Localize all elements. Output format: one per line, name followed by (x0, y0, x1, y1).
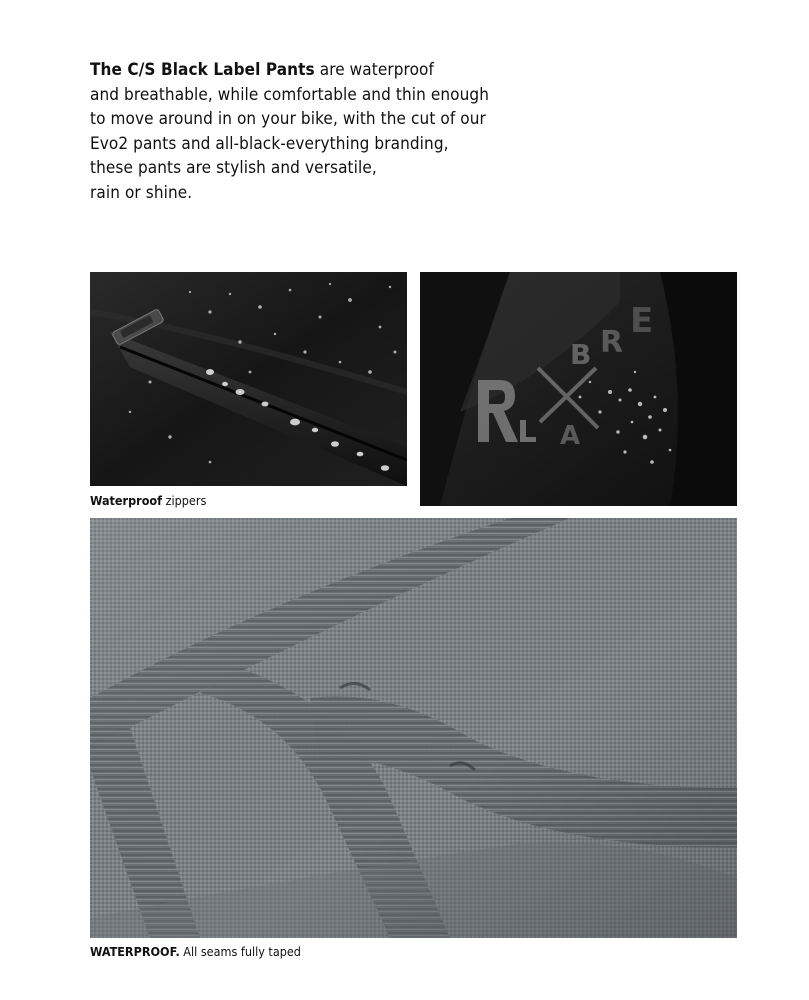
zipper-caption-bold: Waterproof (90, 493, 163, 508)
intro-paragraph (90, 58, 550, 205)
seams-caption (90, 944, 301, 959)
intro-line-3: to move around in on your bike, with the cut of our (90, 109, 486, 129)
product-name: The C/S Black Label Pants (90, 60, 315, 80)
intro-line-6: rain or shine. (90, 182, 193, 203)
zipper-caption-rest: zippers (162, 493, 207, 508)
svg-text:E: E (630, 301, 654, 341)
intro-line-2: and breathable, while comfortable and thin enough (90, 84, 490, 105)
intro-line-1 (90, 58, 550, 83)
seams-caption-bold: WATERPROOF. (90, 944, 180, 959)
intro-line-4: Evo2 pants and all-black-everything branding, (90, 133, 449, 154)
logo-detail-photo (420, 272, 737, 506)
seams-caption-rest: All seams fully taped (179, 944, 301, 959)
zipper-caption (90, 493, 206, 508)
intro-line-1-rest: are waterproof (314, 60, 434, 80)
intro-line-5: these pants are stylish and versatile, (90, 158, 377, 178)
svg-text:A: A (560, 421, 581, 451)
svg-text:B: B (570, 338, 592, 371)
taped-seams-photo (90, 518, 737, 938)
svg-text:R: R (600, 325, 624, 360)
zipper-photo (90, 272, 407, 486)
